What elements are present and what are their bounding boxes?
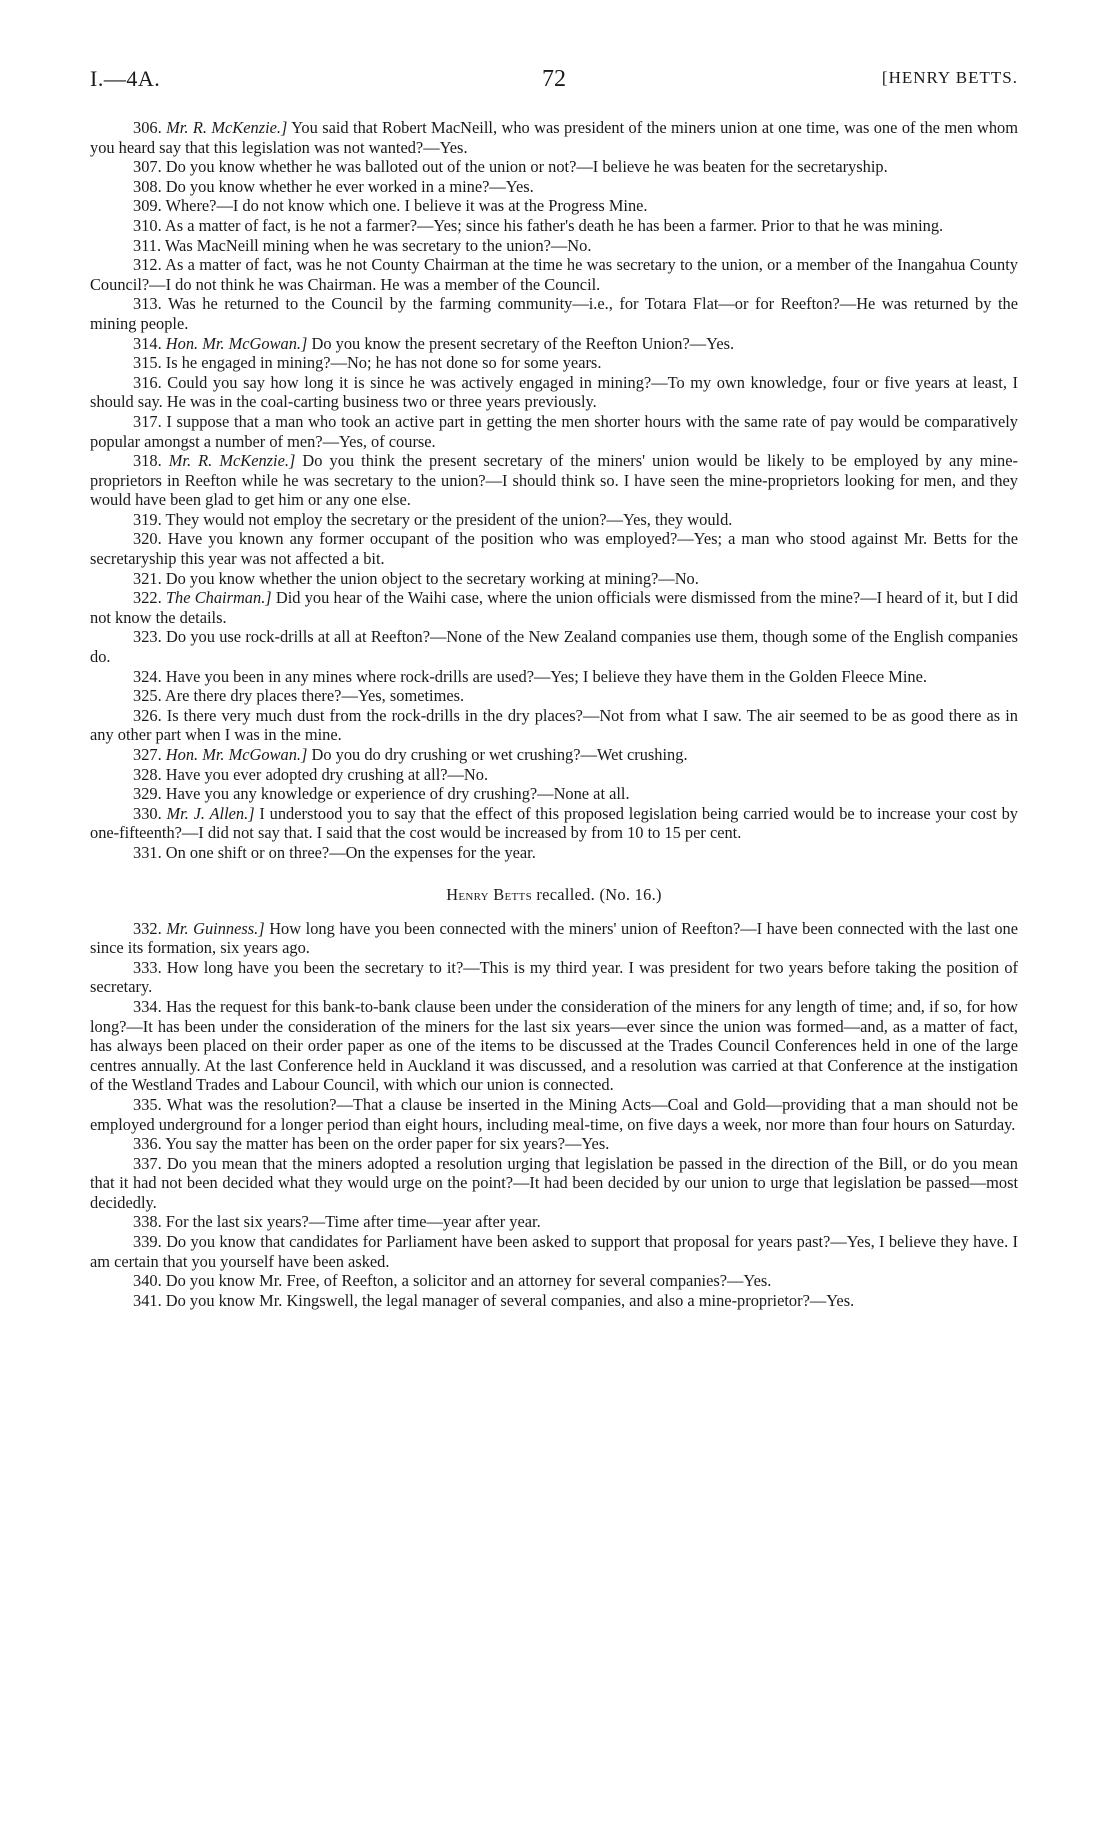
section-heading bbox=[90, 885, 1018, 905]
question-answer-text: Is there very much dust from the rock-drills in the dry places?—Not from what I saw. The air seemed to be as good there as in any other part when I was in the mine. bbox=[90, 705, 1018, 745]
speaker-name: The Chairman.] bbox=[165, 588, 272, 608]
question-answer-text: For the last six years?—Time after time—year after year. bbox=[165, 1212, 541, 1232]
question-answer-text: Do you think the present secretary of the miners' union would be likely to be employed by any mine-proprietors in Reefton while he was secretary to the union?—I should think so. I have seen the mine-proprietors looking for men, and they would have been glad to get him or any one else. bbox=[90, 451, 1018, 510]
question-number: 318. bbox=[133, 451, 162, 471]
paper-reference: I.—4A. bbox=[90, 66, 161, 91]
question-answer-text: Do you use rock-drills at all at Reefton?—None of the New Zealand companies use them, though some of the English companies do. bbox=[90, 627, 1018, 667]
question-number: 330. bbox=[133, 803, 162, 823]
question-number: 308. bbox=[133, 176, 162, 196]
question-answer-text: Do you know whether he ever worked in a mine?—Yes. bbox=[165, 176, 534, 196]
question-answer-text: Where?—I do not know which one. I believe it was at the Progress Mine. bbox=[165, 196, 648, 216]
question-answer-text: On one shift or on three?—On the expenses for the year. bbox=[165, 842, 536, 862]
speaker-name: Hon. Mr. McGowan.] bbox=[165, 745, 308, 764]
question-answer-text: Have you ever adopted dry crushing at all?—No. bbox=[165, 764, 489, 784]
question-number: 329. bbox=[133, 784, 162, 804]
question-number: 337. bbox=[133, 1153, 162, 1173]
question-answer-text: Do you know the present secretary of the Reefton Union?—Yes. bbox=[311, 333, 735, 353]
speaker-name: Hon. Mr. McGowan.] bbox=[165, 333, 308, 353]
question-number: 341. bbox=[133, 1290, 162, 1310]
question-answer-text: Do you know Mr. Free, of Reefton, a solicitor and an attorney for several companies?—Yes. bbox=[165, 1271, 772, 1291]
question-answer-text: You say the matter has been on the order paper for six years?—Yes. bbox=[165, 1134, 610, 1154]
question-number: 340. bbox=[133, 1271, 162, 1291]
question-answer-text: They would not employ the secretary or the president of the union?—Yes, they would. bbox=[165, 509, 733, 529]
question-paragraph bbox=[90, 412, 1018, 451]
question-paragraph bbox=[90, 373, 1018, 412]
question-number: 312. bbox=[133, 255, 162, 275]
question-answer-text: Do you mean that the miners adopted a resolution urging that legislation be passed in the direction of the Bill, or do you mean that it had not been decided what they would urge on the point?—It had been decided by our union to urge that legislation be passed—most decidedly. bbox=[90, 1153, 1018, 1212]
question-number: 309. bbox=[133, 196, 162, 216]
question-number: 335. bbox=[133, 1094, 162, 1114]
question-paragraph bbox=[90, 997, 1018, 1095]
question-number: 322. bbox=[133, 588, 162, 608]
question-number: 334. bbox=[133, 996, 162, 1016]
question-number: 307. bbox=[133, 157, 162, 177]
question-number: 327. bbox=[133, 745, 162, 764]
question-number: 315. bbox=[133, 353, 162, 373]
question-paragraph bbox=[90, 686, 1018, 706]
document-body bbox=[90, 118, 1018, 1310]
question-number: 328. bbox=[133, 764, 162, 784]
question-number: 306. bbox=[133, 118, 162, 137]
question-paragraph bbox=[90, 1212, 1018, 1232]
question-answer-text: Are there dry places there?—Yes, sometimes. bbox=[164, 686, 465, 706]
question-answer-text: Is he engaged in mining?—No; he has not done so for some years. bbox=[165, 353, 602, 373]
question-number: 317. bbox=[133, 411, 162, 431]
question-answer-text: Was he returned to the Council by the farming community—i.e., for Totara Flat—or for Reefton?—He was returned by the mining people. bbox=[90, 294, 1018, 333]
question-number: 338. bbox=[133, 1212, 162, 1232]
question-paragraph bbox=[90, 1154, 1018, 1213]
question-number: 324. bbox=[133, 666, 162, 686]
question-paragraph bbox=[90, 216, 1018, 236]
question-number: 310. bbox=[133, 215, 162, 235]
question-paragraph bbox=[90, 294, 1018, 333]
question-number: 339. bbox=[133, 1232, 162, 1252]
witness-name: Henry Betts bbox=[446, 884, 532, 904]
question-number: 311. bbox=[133, 235, 162, 255]
question-paragraph bbox=[90, 353, 1018, 373]
question-answer-text: I suppose that a man who took an active part in getting the men shorter hours with the same rate of pay would be comparatively popular amongst a number of men?—Yes, of course. bbox=[90, 411, 1018, 451]
question-answer-text: Could you say how long it is since he was actively engaged in mining?—To my own knowledge, four or five years at least, I should say. He was in the coal-carting business two or three years previously. bbox=[90, 372, 1018, 412]
question-number: 326. bbox=[133, 705, 162, 725]
question-paragraph bbox=[90, 451, 1018, 510]
question-paragraph bbox=[90, 784, 1018, 804]
question-number: 319. bbox=[133, 509, 162, 529]
question-paragraph bbox=[90, 1291, 1018, 1311]
question-paragraph bbox=[90, 196, 1018, 216]
question-paragraph bbox=[90, 1232, 1018, 1271]
question-paragraph bbox=[90, 706, 1018, 745]
question-answer-text: Have you any knowledge or experience of dry crushing?—None at all. bbox=[165, 784, 630, 804]
question-paragraph bbox=[90, 1271, 1018, 1291]
question-paragraph bbox=[90, 1095, 1018, 1134]
question-paragraph bbox=[90, 627, 1018, 666]
question-paragraph bbox=[90, 236, 1018, 256]
question-answer-text: Was MacNeill mining when he was secretary to the union?—No. bbox=[164, 235, 592, 255]
question-answer-text: How long have you been the secretary to it?—This is my third year. I was president for two years before taking the position of secretary. bbox=[90, 957, 1018, 997]
question-answer-text: As a matter of fact, was he not County Chairman at the time he was secretary to the union, or a member of the Inangahua County Council?—I do not think he was Chairman. He was a member of the Council. bbox=[90, 255, 1019, 294]
speaker-name: Mr. R. McKenzie.] bbox=[168, 451, 296, 471]
question-answer-text: Have you been in any mines where rock-drills are used?—Yes; I believe they have them in the Golden Fleece Mine. bbox=[165, 666, 927, 686]
question-answer-text: As a matter of fact, is he not a farmer?—Yes; since his father's death he has been a farmer. Prior to that he was mining. bbox=[164, 215, 944, 235]
question-answer-text: Do you know that candidates for Parliament have been asked to support that proposal for years past?—Yes, I believe they have. I am certain that you yourself have been asked. bbox=[90, 1232, 1018, 1271]
evidence-block-second bbox=[90, 919, 1018, 1311]
question-paragraph bbox=[90, 667, 1018, 687]
question-answer-text: Has the request for this bank-to-bank clause been under the consideration of the miners for any length of time; and, if so, for how long?—It has been under the consideration of the miners for the last six years—ever since the union was formed—and, as a matter of fact, has always been placed on their order paper as one of the items to be discussed at the Trades Council Conferences held in one of the large centres annually. At the last Conference held in Auckland it was discussed, and a resolution was carried at that Conference at the instigation of the Westland Trades and Labour Council, with which our union is connected. bbox=[90, 996, 1018, 1095]
speaker-name: Mr. J. Allen.] bbox=[166, 803, 255, 823]
question-paragraph bbox=[90, 118, 1018, 157]
question-paragraph bbox=[90, 177, 1018, 197]
question-paragraph bbox=[90, 255, 1018, 294]
question-number: 325. bbox=[133, 686, 162, 706]
question-answer-text: Have you known any former occupant of the position who was employed?—Yes; a man who stood against Mr. Betts for the secretaryship this year was not affected a bit. bbox=[90, 529, 1018, 569]
question-paragraph bbox=[90, 529, 1018, 568]
question-number: 313. bbox=[133, 294, 162, 314]
witness-name-header: [HENRY BETTS. bbox=[881, 68, 1018, 87]
question-paragraph bbox=[90, 510, 1018, 530]
question-paragraph bbox=[90, 843, 1018, 863]
question-answer-text: What was the resolution?—That a clause be inserted in the Mining Acts—Coal and Gold—providing that a man should not be employed underground for a longer period than eight hours, including meal-time, on five days a week, nor more than four hours on Saturday. bbox=[90, 1094, 1018, 1134]
question-number: 320. bbox=[133, 529, 162, 549]
question-paragraph bbox=[90, 765, 1018, 785]
question-paragraph bbox=[90, 919, 1018, 958]
question-answer-text: Do you know whether he was balloted out of the union or not?—I believe he was beaten for the secretaryship. bbox=[165, 157, 888, 177]
question-answer-text: I understood you to say that the effect of this proposed legislation being carried would be to increase your cost by one-fifteenth?—I did not say that. I said that the cost would be increased by from 10 to 15 per cent. bbox=[90, 803, 1018, 843]
question-paragraph bbox=[90, 804, 1018, 843]
recall-note: recalled. (No. 16.) bbox=[536, 884, 662, 904]
question-answer-text: How long have you been connected with the miners' union of Reefton?—I have been connected with the last one since its formation, six years ago. bbox=[90, 918, 1018, 958]
question-number: 332. bbox=[133, 918, 162, 938]
question-answer-text: Do you know whether the union object to the secretary working at mining?—No. bbox=[165, 568, 699, 588]
question-paragraph bbox=[90, 958, 1018, 997]
question-answer-text: Do you do dry crushing or wet crushing?—Wet crushing. bbox=[311, 745, 688, 764]
question-paragraph bbox=[90, 334, 1018, 354]
question-number: 321. bbox=[133, 568, 162, 588]
speaker-name: Mr. R. McKenzie.] bbox=[166, 118, 288, 137]
question-number: 314. bbox=[133, 333, 162, 353]
evidence-block-first bbox=[90, 118, 1018, 863]
question-number: 323. bbox=[133, 627, 162, 647]
question-answer-text: You said that Robert MacNeill, who was president of the miners union at one time, was one of the men whom you heard say that this legislation was not wanted?—Yes. bbox=[90, 118, 1018, 157]
question-answer-text: Do you know Mr. Kingswell, the legal manager of several companies, and also a mine-proprietor?—Yes. bbox=[165, 1290, 855, 1310]
question-paragraph bbox=[90, 745, 1018, 765]
question-number: 336. bbox=[133, 1134, 162, 1154]
question-paragraph bbox=[90, 588, 1018, 627]
question-number: 333. bbox=[133, 957, 162, 977]
question-paragraph bbox=[90, 157, 1018, 177]
question-paragraph bbox=[90, 1134, 1018, 1154]
question-number: 331. bbox=[133, 842, 162, 862]
question-paragraph bbox=[90, 569, 1018, 589]
speaker-name: Mr. Guinness.] bbox=[166, 918, 265, 938]
question-number: 316. bbox=[133, 372, 162, 392]
page-number: 72 bbox=[542, 66, 566, 92]
question-answer-text: Did you hear of the Waihi case, where the union officials were dismissed from the mine?—I heard of it, but I did not know the details. bbox=[90, 588, 1018, 627]
page-header bbox=[90, 66, 1018, 106]
